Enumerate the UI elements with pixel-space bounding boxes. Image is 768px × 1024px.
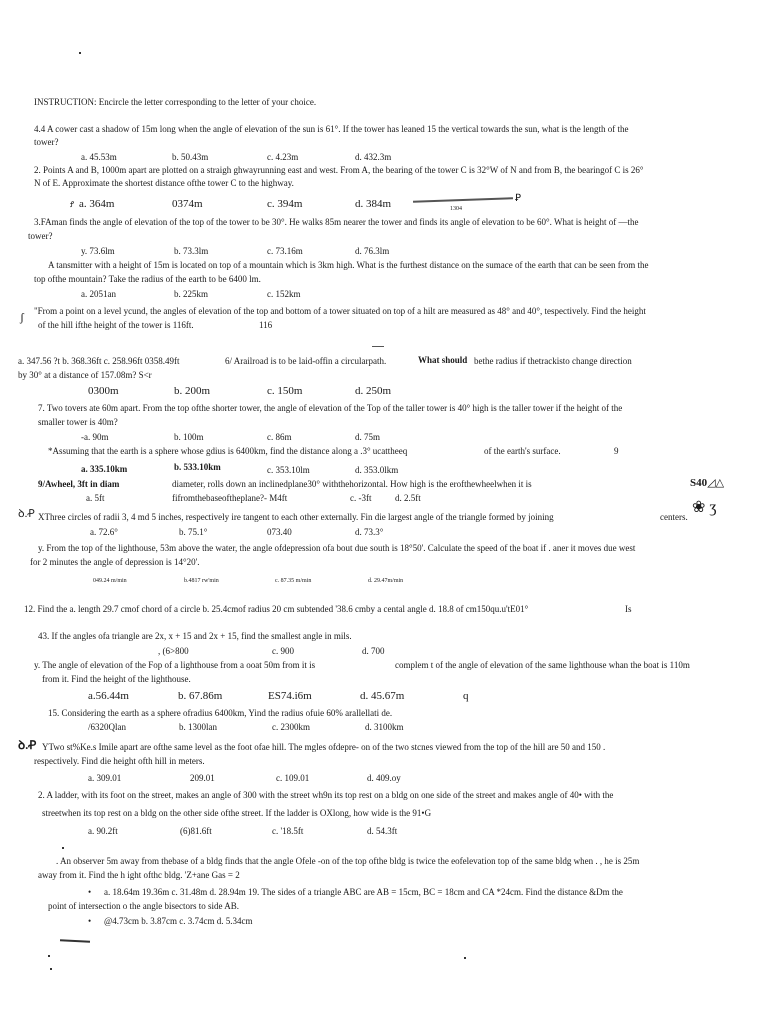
q17-choice-d[interactable]: d. 54.3ft bbox=[367, 826, 398, 836]
question-8-number: 9 bbox=[614, 446, 619, 456]
stray-small-number: 1304 bbox=[450, 206, 462, 212]
stray-dot bbox=[48, 955, 50, 957]
question-13-line-1: 43. If the angles ofa triangle are 2x, x + 15 and 2x + 15, find the smallest angle in mils. bbox=[38, 631, 352, 641]
question-4-line-1: A tansmitter with a height of 15m is located on top of a mountain which is 3km high. What is the furthest distance on the sumace of the earth that can be seen from the bbox=[48, 260, 649, 270]
stray-dot bbox=[464, 957, 466, 959]
q3-choice-d[interactable]: d. 76.3lm bbox=[355, 246, 390, 256]
stray-pen-stroke bbox=[413, 197, 513, 202]
q16-choice-c[interactable]: c. 109.01 bbox=[276, 773, 310, 783]
q16-choice-b[interactable]: 209.01 bbox=[190, 773, 215, 783]
question-18-line-1: . An observer 5m away from thebase of a bldg finds that the angle Ofele -on of the top ofthe bldg is twice the eofelevation top of the same bldg when . , he is 25m bbox=[56, 856, 640, 866]
stray-letter: q bbox=[463, 690, 469, 702]
q8-choice-d[interactable]: d. 353.0lkm bbox=[355, 465, 399, 475]
q6-choice-b[interactable]: b. 200m bbox=[174, 385, 211, 397]
question-6-line-1b: bethe radius if thetrackisto change direction bbox=[474, 356, 632, 366]
q14-choice-d[interactable]: d. 45.67m bbox=[360, 690, 405, 702]
q17-choice-b[interactable]: (6)81.6ft bbox=[180, 826, 212, 836]
margin-mark: ꝺ.Ꝓ bbox=[18, 738, 37, 752]
q14-choice-b[interactable]: b. 67.86m bbox=[178, 690, 223, 702]
question-7-line-1: 7. Two tovers ate 60m apart. From the top ofthe shorter tower, the angle of elevation of the Top of the taller tower is 40° high is the taller tower if the height of the bbox=[38, 403, 623, 413]
question-5-answers: a. 347.56 ?t b. 368.36ft c. 258.96ft 0358.49ft bbox=[18, 356, 180, 366]
question-6-line-1: 6/ Arailroad is to be laid-offin a circularpath. bbox=[225, 356, 387, 366]
question-11-line-1: y. From the top of the lighthouse, 53m above the water, the angle ofdepression ofa bout due south is 18°50'. Calculate the speed of the boat if . aner it moves due west bbox=[38, 543, 636, 553]
bullet: • bbox=[88, 916, 92, 926]
instruction-text: INSTRUCTION: Encircle the letter corresponding to the letter of your choice. bbox=[34, 97, 317, 107]
q6-choice-c[interactable]: c. 150m bbox=[267, 385, 303, 397]
q11-choice-a[interactable]: 049.24 m/min bbox=[93, 578, 127, 584]
margin-sketch-circles: ❀ ʒ bbox=[692, 499, 717, 516]
q17-choice-c[interactable]: c. '18.5ft bbox=[272, 826, 304, 836]
q4-choice-b[interactable]: b. 225km bbox=[174, 289, 209, 299]
question-2-line-1: 2. Points A and B, 1000m apart are plotted on a straigh ghwayrunning east and west. From A, the bearing of the tower C is 32°W of N and from B, the bearingof C is 26° bbox=[34, 165, 644, 175]
question-9-line-1: 9/Awheel, 3ft in diam bbox=[38, 479, 120, 489]
q3-choice-a[interactable]: y. 73.6lm bbox=[81, 246, 115, 256]
q9-choice-c[interactable]: c. -3ft bbox=[350, 493, 372, 503]
question-1-line-2: tower? bbox=[34, 137, 59, 147]
q10-choice-d[interactable]: d. 73.3° bbox=[355, 527, 384, 537]
q1-choice-c[interactable]: c. 4.23m bbox=[267, 152, 299, 162]
q10-choice-b[interactable]: b. 75.1° bbox=[179, 527, 208, 537]
question-14-line-1b: complem t of the angle of elevation of the same lighthouse whan the boat is 110m bbox=[395, 660, 690, 670]
q2-choice-c[interactable]: c. 394m bbox=[267, 198, 303, 210]
q2-choice-a[interactable]: a. 364m bbox=[79, 198, 115, 210]
question-3-line-2: tower? bbox=[28, 231, 53, 241]
margin-mark: ʃ bbox=[20, 310, 24, 324]
q10-choice-c[interactable]: 073.40 bbox=[267, 527, 292, 537]
stray-dot bbox=[79, 52, 81, 54]
question-14-line-2: from it. Find the height of the lighthouse. bbox=[42, 674, 191, 684]
question-8-line-1: *Assuming that the earth is a sphere whose gdius is 6400km, find the distance along a .3° ucattheeq bbox=[48, 446, 408, 456]
question-19-line-2: point of intersection o the angle bisectors to side AB. bbox=[48, 901, 239, 911]
question-11-line-2: for 2 minutes the angle of depression is 14°20'. bbox=[30, 557, 200, 567]
q13-choice-b[interactable]: , (6>800 bbox=[158, 646, 189, 656]
q7-choice-b[interactable]: b. 100m bbox=[174, 432, 204, 442]
q1-choice-d[interactable]: d. 432.3m bbox=[355, 152, 392, 162]
question-9-answer-a[interactable]: a. 5ft bbox=[86, 493, 105, 503]
question-16-line-2: respectively. Find die height ofth hill in meters. bbox=[34, 756, 205, 766]
q1-choice-b[interactable]: b. 50.43m bbox=[172, 152, 209, 162]
question-1-line-1: 4.4 A cower cast a shadow of 15m long when the angle of elevation of the sun is 61°. If the tower has leaned 15 the vertical towards the sun, what is the length of the bbox=[34, 124, 629, 134]
q3-choice-c[interactable]: c. 73.16m bbox=[267, 246, 303, 256]
question-4-line-2: top ofthe mountain? Take the radius of the earth to be 6400 lm. bbox=[34, 274, 261, 284]
q11-choice-c[interactable]: c. 87.35 m/min bbox=[275, 578, 312, 584]
question-14-line-1: y. The angle of elevation of the Fop of a lighthouse from a ooat 50m from it is bbox=[34, 660, 316, 670]
q16-choice-a[interactable]: a. 309.01 bbox=[88, 773, 122, 783]
question-5-number: 116 bbox=[259, 320, 273, 330]
q15-choice-b[interactable]: b. 1300lan bbox=[179, 722, 217, 732]
q2-choice-d[interactable]: d. 384m bbox=[355, 198, 392, 210]
q4-choice-a[interactable]: a. 2051an bbox=[81, 289, 116, 299]
stray-dash bbox=[372, 346, 384, 347]
q7-choice-c[interactable]: c. 86m bbox=[267, 432, 292, 442]
question-7-line-2: smaller tower is 40m? bbox=[38, 417, 118, 427]
question-17-line-2: streetwhen its top rest on a bldg on the other side ofthe street. If the ladder is OXlong, how wide is the 91•G bbox=[42, 808, 432, 818]
margin-mark: ꝺ.Ꝓ bbox=[18, 508, 35, 520]
q7-choice-a[interactable]: -a. 90m bbox=[81, 432, 109, 442]
q17-choice-a[interactable]: a. 90.2ft bbox=[88, 826, 118, 836]
q9-choice-d[interactable]: d. 2.5ft bbox=[395, 493, 421, 503]
q14-choice-c[interactable]: ES74.i6m bbox=[268, 690, 312, 702]
stray-dot bbox=[50, 968, 52, 970]
question-19-choices[interactable]: @4.73cm b. 3.87cm c. 3.74cm d. 5.34cm bbox=[104, 916, 253, 926]
question-12-line-1: 12. Find the a. length 29.7 cmof chord of a circle b. 25.4cmof radius 20 cm subtended '38.6 cmby a cental angle d. 18.8 of cm150qu.u'tE01° bbox=[24, 604, 529, 614]
answer-mark: Ꝭ bbox=[70, 200, 75, 209]
question-10-line-1: XThree circles of radii 3, 4 md 5 inches, respectively ire tangent to each other externally. Fin die largest angle of the triangle formed by joining bbox=[38, 512, 554, 522]
question-10-line-1b: centers. bbox=[660, 512, 688, 522]
question-2-line-2: N of E. Approximate the shortest distance ofthe tower C to the highway. bbox=[34, 178, 294, 188]
question-5-line-2: of the hill ifthe height of the tower is 116ft. bbox=[38, 320, 194, 330]
q15-choice-a[interactable]: /6320Qlan bbox=[88, 722, 126, 732]
stray-pen-stroke bbox=[60, 939, 90, 943]
q8-choice-c[interactable]: c. 353.10lm bbox=[267, 465, 310, 475]
q6-choice-a[interactable]: 0300m bbox=[88, 385, 119, 397]
question-5-line-1: "From a point on a level ycund, the angles of elevation of the top and bottom of a tower situated on top of a hilt are measured as 48° and 40°, tespectively. Find the height bbox=[34, 306, 646, 316]
q14-choice-a[interactable]: a.56.44m bbox=[88, 690, 129, 702]
question-15-line-1: 15. Considering the earth as a sphere ofradius 6400km, Yind the radius ofuie 60% arallellati de. bbox=[48, 708, 393, 718]
q4-choice-c[interactable]: c. 152km bbox=[267, 289, 301, 299]
q16-choice-d[interactable]: d. 409.oy bbox=[367, 773, 401, 783]
question-16-line-1: YTwo st%Ke.s Imile apart are ofthe same level as the foot ofae hill. The mgles ofdepre- on of the two stcnes viewed from the top of the hill are 50 and 150 . bbox=[42, 742, 606, 752]
stray-dot bbox=[62, 847, 64, 849]
q7-choice-d[interactable]: d. 75m bbox=[355, 432, 381, 442]
q11-choice-b[interactable]: b.4817 rw'min bbox=[184, 578, 219, 584]
bullet: • bbox=[88, 887, 92, 897]
q6-choice-d[interactable]: d. 250m bbox=[355, 385, 392, 397]
question-3-line-1: 3.FAman finds the angle of elevation of the top of the tower to be 30°. He walks 85m nearer the tower and finds its angle of elevation to be 60°. What is height of —the bbox=[34, 217, 639, 227]
q2-choice-b[interactable]: 0374m bbox=[172, 198, 203, 210]
question-9-line-1b: diameter, rolls down an inclinedplane30° withthehorizontal. How high is the erofthewheelwhen it is bbox=[172, 479, 532, 489]
question-6-line-2: by 30° at a distance of 157.08m? S<r bbox=[18, 370, 152, 380]
q8-choice-a[interactable]: a. 335.10km bbox=[81, 464, 128, 474]
q13-choice-d[interactable]: d. 700 bbox=[362, 646, 385, 656]
question-17-line-1: 2. A ladder, with its foot on the street, makes an angle of 300 with the street wh9n its top rest on a bldg on one side of the street and makes angle of 40• with the bbox=[38, 790, 614, 800]
q11-choice-d[interactable]: d. 29.47m/min bbox=[368, 578, 404, 584]
question-12-tail: Is bbox=[625, 604, 632, 614]
q10-choice-a[interactable]: a. 72.6° bbox=[90, 527, 118, 537]
question-8-line-1b: of the earth's surface. bbox=[484, 446, 561, 456]
q13-choice-c[interactable]: c. 900 bbox=[272, 646, 294, 656]
question-18-answers-and-19: a. 18.64m 19.36m c. 31.48m d. 28.94m 19. The sides of a triangle ABC are AB = 15cm, BC = 18cm and CA *24cm. Find the distance &Dm the bbox=[104, 887, 623, 897]
q3-choice-b[interactable]: b. 73.3lm bbox=[174, 246, 209, 256]
question-9-line-2: fifromthebaseoftheplane?- M4ft bbox=[172, 493, 288, 503]
question-6-bold-text: What should bbox=[418, 355, 468, 365]
margin-sketch-triangle: S40◿△ bbox=[690, 477, 725, 489]
q15-choice-c[interactable]: c. 2300km bbox=[272, 722, 310, 732]
q15-choice-d[interactable]: d. 3100km bbox=[365, 722, 404, 732]
q1-choice-a[interactable]: a. 45.53m bbox=[81, 152, 117, 162]
q8-choice-b[interactable]: b. 533.10km bbox=[174, 462, 221, 472]
question-18-line-2: away from it. Find the h ight ofthc bldg. 'Z+ane Gas = 2 bbox=[38, 870, 240, 880]
stray-pen-mark: Ꝑ bbox=[515, 193, 522, 204]
